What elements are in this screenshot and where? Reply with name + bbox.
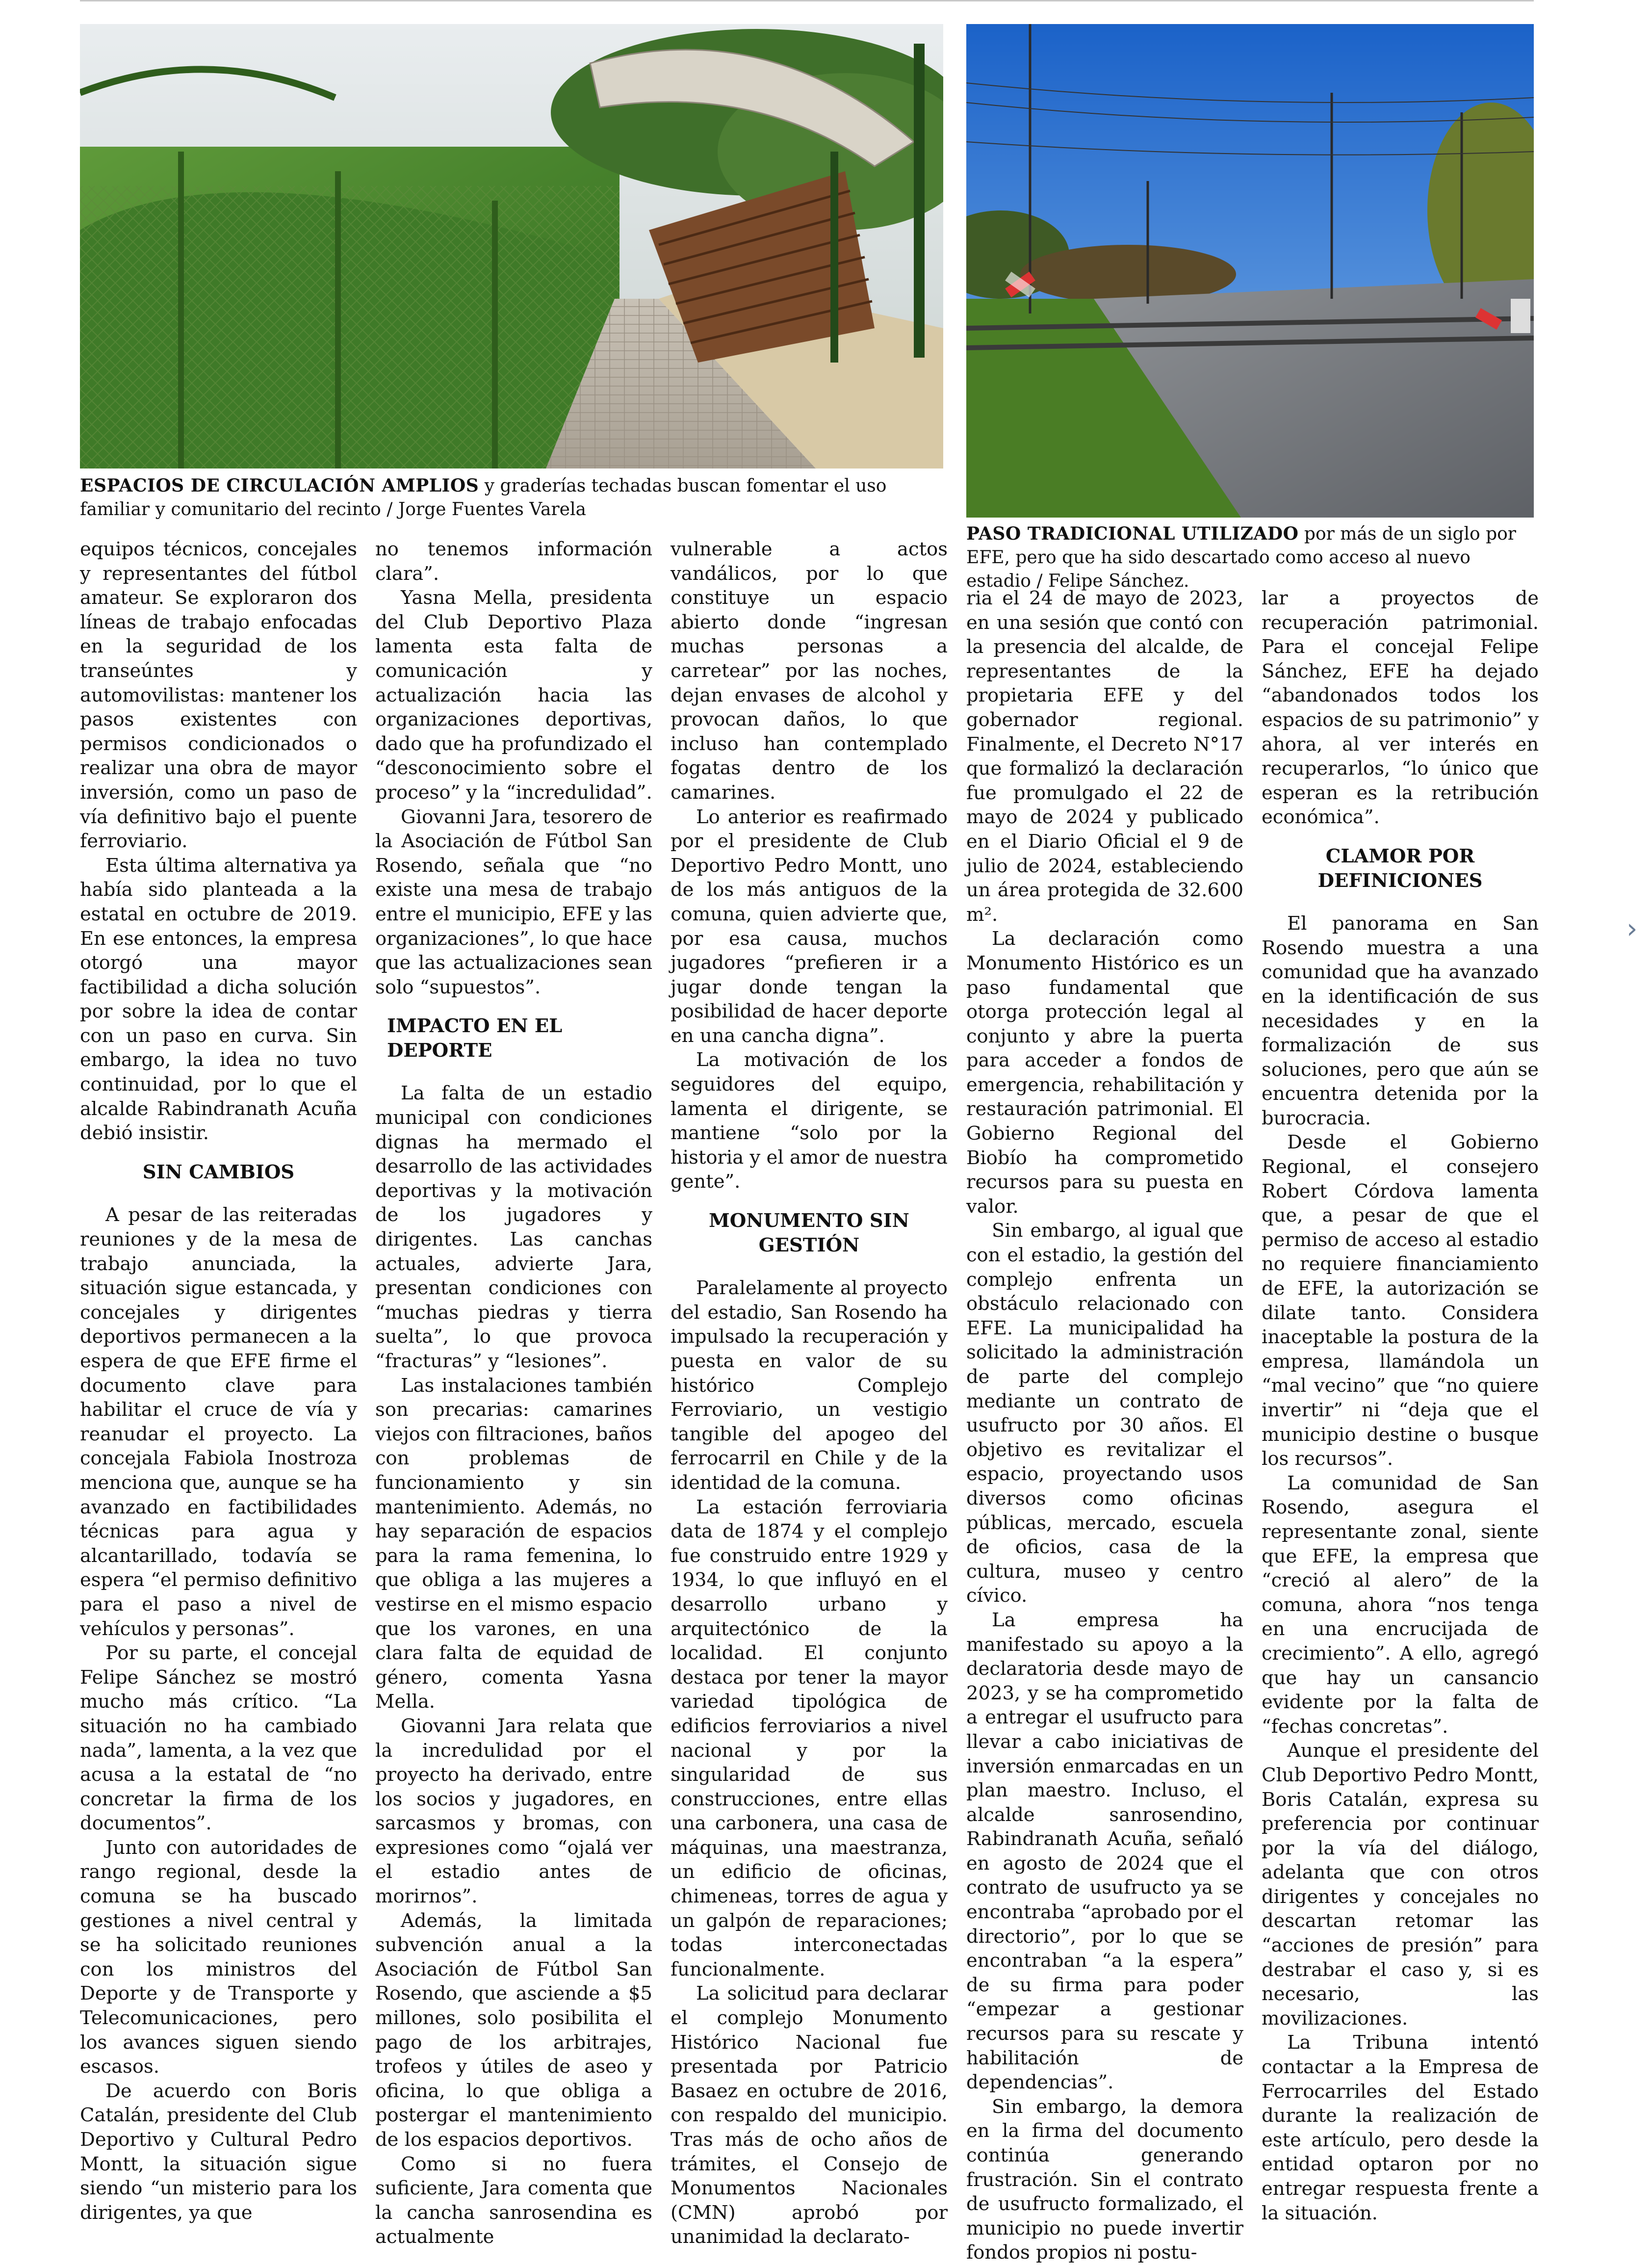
article-column-2 <box>375 537 652 2249</box>
chevron-right-icon[interactable]: › <box>1626 913 1638 945</box>
article-paragraph: La solicitud para declarar el complejo Monumento Histórico Nacional fue presentada por Patricio Basaez en octubre de 2016, con respaldo del municipio. Tras más de ocho años de trámites, el Consejo de Monumentos Nacionales (CMN) aprobó por unanimidad la declarato- <box>671 1982 948 2248</box>
article-column-3 <box>671 537 948 2249</box>
article-paragraph: Junto con autoridades de rango regional, desde la comuna se ha buscado gestiones a nivel central y se ha solicitado reuniones con los ministros del Deporte y de Transporte y Telecomunicaciones, pero los avances siguen siendo escasos. <box>80 1836 357 2078</box>
article-paragraph: Además, la limitada subvención anual a la Asociación de Fútbol San Rosendo, que asciende a $5 millones, solo posibilita el pago de los arbitrajes, trofeos y útiles de aseo y oficina, lo que obliga a postergar el mantenimiento de los espacios deportivos. <box>375 1909 652 2151</box>
article-paragraph: no tenemos información clara”. <box>375 538 652 585</box>
section-heading: SIN CAMBIOS <box>142 1161 295 1183</box>
article-column-4 <box>966 586 1243 2265</box>
article-paragraph: La comunidad de San Rosendo, asegura el representante zonal, siente que EFE, la empresa que “creció al alero” de la comuna, ahora “nos tenga en una encrucijada de crecimiento”. A ello, agregó que hay un cansancio evidente por la falta de “fechas concretas”. <box>1262 1472 1539 1738</box>
article-paragraph: equipos técnicos, concejales y representantes del fútbol amateur. Se exploraron dos líneas de trabajo enfocadas en la seguridad de los transeúntes y automovilistas: mantener los pasos existentes con permisos condicionados o realizar una obra de mayor inversión, como un paso de vía definitivo bajo el puente ferroviario. <box>80 538 357 853</box>
article-paragraph: Giovanni Jara, tesorero de la Asociación de Fútbol San Rosendo, señala que “no existe una mesa de trabajo entre el municipio, EFE y las organizaciones”, lo que hace que las actualizaciones sean solo “supuestos”. <box>375 806 652 998</box>
stadium-rendering-image <box>80 24 943 469</box>
photo1-caption-text: y graderías techadas buscan fomentar el uso familiar y comunitario del recinto / Jorge Fuentes Varela <box>80 476 887 520</box>
article-paragraph: Sin embargo, la demora en la firma del documento continúa generando frustración. Sin el contrato de usufructo formalizado, el municipio no puede invertir fondos propios ni postu- <box>966 2095 1243 2264</box>
article-paragraph: Yasna Mella, presidenta del Club Deportivo Plaza lamenta esta falta de comunicación y actualización hacia las organizaciones deportivas, dado que ha profundizado el “desconocimiento sobre el proceso” y la “incredulidad”. <box>375 587 652 804</box>
article-paragraph: Desde el Gobierno Regional, el consejero Robert Córdova lamenta que, a pesar de que el permiso de acceso al estadio no requiere financiamiento de EFE, la autorización se dilate tanto. Considera inaceptable la postura de la empresa, llamándola un “mal vecino” que “no quiere invertir” ni “deja que el municipio destine o busque los recursos”. <box>1262 1131 1539 1470</box>
article-paragraph: La declaración como Monumento Histórico es un paso fundamental que otorga protección legal al conjunto y abre la puerta para acceder a fondos de emergencia, rehabilitación y restauración patrimonial. El Gobierno Regional del Biobío ha comprometido recursos para su puesta en valor. <box>966 928 1243 1218</box>
photo2-caption-text: por más de un siglo por EFE, pero que ha sido descartado como acceso al nuevo estadio / Felipe Sánchez. <box>966 524 1517 591</box>
section-heading: MONUMENTO SIN GESTIÓN <box>709 1210 909 1256</box>
railway-crossing-photo <box>966 24 1534 518</box>
article-paragraph: La motivación de los seguidores del equipo, lamenta el dirigente, se mantiene “solo por la historia y el amor de nuestra gente”. <box>671 1049 948 1193</box>
article-paragraph: Aunque el presidente del Club Deportivo Pedro Montt, Boris Catalán, expresa su preferencia por continuar por la vía del diálogo, adelanta que con otros dirigentes y concejales no descartan retomar las “acciones de presión” para destrabar el caso y, si es necesario, las movilizaciones. <box>1262 1740 1539 2030</box>
article-paragraph: Sin embargo, al igual que con el estadio, la gestión del complejo enfrenta un obstáculo relacionado con EFE. La municipalidad ha solicitado la administración de parte del complejo mediante un contrato de usufructo por 30 años. El objetivo es revitalizar el espacio, proyectando usos diversos como oficinas públicas, mercado, escuela de oficios, casa de la cultura, museo y centro cívico. <box>966 1220 1243 1607</box>
photo2-caption-lead: PASO TRADICIONAL UTILIZADO <box>966 523 1299 544</box>
article-paragraph: Paralelamente al proyecto del estadio, San Rosendo ha impulsado la recuperación y puesta en valor de su histórico Complejo Ferroviario, un vestigio tangible del apogeo del ferrocarril en Chile y de la identidad de la comuna. <box>671 1277 948 1494</box>
photo1-caption-lead: ESPACIOS DE CIRCULACIÓN AMPLIOS <box>80 475 479 496</box>
article-paragraph: La empresa ha manifestado su apoyo a la declaratoria desde mayo de 2023, y se ha comprometido a entregar el usufructo para llevar a cabo iniciativas de inversión enmarcadas en un plan maestro. Incluso, el alcalde sanrosendino, Rabindranath Acuña, señaló en agosto de 2024 que el contrato de usufructo ya se encontraba “aprobado por el directorio”, por lo que se encontraban “a la espera” de su firma para poder “empezar a gestionar recursos para su rescate y habilitación de dependencias”. <box>966 1609 1243 2094</box>
article-paragraph: ria el 24 de mayo de 2023, en una sesión que contó con la presencia del alcalde, de representantes de la propietaria EFE y del gobernador regional. Finalmente, el Decreto N°17 que formalizó la declaración fue promulgado el 22 de mayo de 2024 y publicado en el Diario Oficial el 9 de julio de 2024, estableciendo un área protegida de 32.600 m². <box>966 587 1243 926</box>
article-paragraph: La estación ferroviaria data de 1874 y el complejo fue construido entre 1929 y 1934, lo que influyó en el desarrollo urbano y arquitectónico de la localidad. El conjunto destaca por tener la mayor variedad tipológica de edificios ferroviarios a nivel nacional y por la singularidad de sus construcciones, entre ellas una carbonera, una casa de máquinas, una maestranza, un edificio de oficinas, chimeneas, torres de agua y un galpón de reparaciones; todas interconectadas funcionalmente. <box>671 1496 948 1980</box>
article-column-1 <box>80 537 357 2225</box>
article-paragraph: El panorama en San Rosendo muestra a una comunidad que ha avanzado en la identificación de sus necesidades y en la formalización de sus soluciones, pero que aún se encuentra detenida por la burocracia. <box>1262 912 1539 1129</box>
article-paragraph: A pesar de las reiteradas reuniones y de la mesa de trabajo anunciada, la situación sigue estancada, y concejales y dirigentes deportivos permanecen a la espera de que EFE firme el documento clave para habilitar el cruce de vía y reanudar el proyecto. La concejala Fabiola Inostroza menciona que, aunque se ha avanzado en factibilidades técnicas para agua y alcantarillado, todavía se espera “el permiso definitivo para el paso a nivel de vehículos y personas”. <box>80 1204 357 1640</box>
article-paragraph: De acuerdo con Boris Catalán, presidente del Club Deportivo y Cultural Pedro Montt, la situación sigue siendo “un misterio para los dirigentes, ya que <box>80 2080 357 2224</box>
photo1-caption <box>80 474 943 521</box>
article-paragraph: vulnerable a actos vandálicos, por lo que constituye un espacio abierto donde “ingresan muchas personas a carretear” por las noches, dejan envases de alcohol y provocan daños, lo que incluso han contemplado fogatas dentro de los camarines. <box>671 538 948 804</box>
railway-crossing-image <box>966 24 1534 518</box>
section-heading: IMPACTO EN EL DEPORTE <box>387 1015 563 1062</box>
article-paragraph: Las instalaciones también son precarias: camarines viejos con filtraciones, baños con problemas de funcionamiento y sin mantenimiento. Además, no hay separación de espacios para la rama femenina, lo que obliga a las mujeres a vestirse en el mismo espacio que los varones, en una clara falta de equidad de género, comenta Yasna Mella. <box>375 1374 652 1713</box>
article-paragraph: Lo anterior es reafirmado por el presidente de Club Deportivo Pedro Montt, uno de los más antiguos de la comuna, quien advierte que, por esa causa, muchos jugadores “prefieren ir a jugar donde tengan la posibilidad de hacer deporte en una cancha digna”. <box>671 806 948 1047</box>
article-paragraph: Giovanni Jara relata que la incredulidad por el proyecto ha derivado, entre los socios y jugadores, en sarcasmos y bromas, con expresiones como “ojalá ver el estadio antes de morirnos”. <box>375 1715 652 1908</box>
stadium-rendering-photo <box>80 24 943 469</box>
top-rule <box>80 0 1534 1</box>
article-column-5 <box>1262 586 1539 2225</box>
section-heading: CLAMOR POR DEFINICIONES <box>1317 845 1483 892</box>
photo2-caption <box>966 522 1534 593</box>
article-paragraph: La Tribuna intentó contactar a la Empresa de Ferrocarriles del Estado durante la realización de este artículo, pero desde la entidad optaron por no entregar respuesta frente a la situación. <box>1262 2031 1539 2224</box>
article-paragraph: La falta de un estadio municipal con condiciones dignas ha mermado el desarrollo de las actividades deportivas y la motivación de los jugadores y dirigentes. Las canchas actuales, advierte Jara, presentan condiciones con “muchas piedras y tierra suelta”, lo que provoca “fracturas” y “lesiones”. <box>375 1082 652 1372</box>
article-paragraph: Esta última alternativa ya había sido planteada a la estatal en octubre de 2019. En ese entonces, la empresa otorgó una mayor factibilidad a dicha solución por sobre la idea de contar con un paso en curva. Sin embargo, la idea no tuvo continuidad, por lo que el alcalde Rabindranath Acuña debió insistir. <box>80 854 357 1145</box>
article-paragraph: Como si no fuera suficiente, Jara comenta que la cancha sanrosendina es actualmente <box>375 2153 652 2248</box>
article-paragraph: lar a proyectos de recuperación patrimonial. Para el concejal Felipe Sánchez, EFE ha dejado “abandonados todos los espacios de su patrimonio” y ahora, al ver interés en recuperarlos, “lo único que esperan es la retribución económica”. <box>1262 587 1539 829</box>
article-paragraph: Por su parte, el concejal Felipe Sánchez se mostró mucho más crítico. “La situación no ha cambiado nada”, lamenta, a la vez que acusa a la estatal de “no concretar la firma de los documentos”. <box>80 1642 357 1835</box>
